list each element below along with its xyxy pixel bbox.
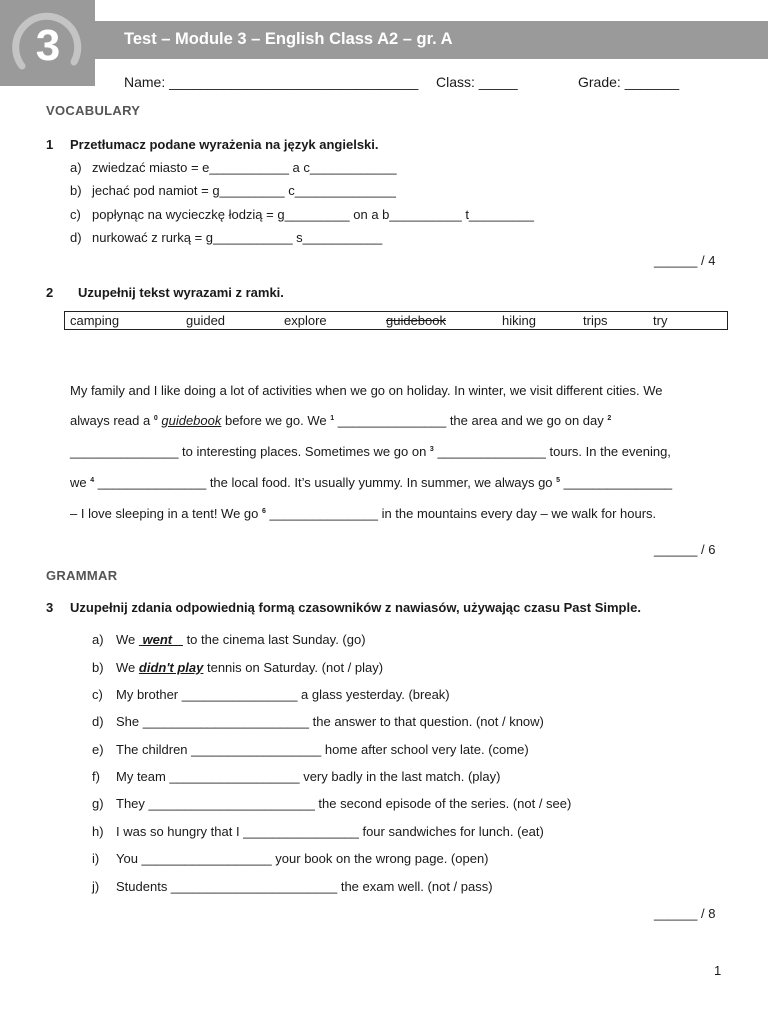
q1-item-a[interactable]: zwiedzać miasto = e___________ a c____________ — [92, 160, 397, 175]
grade-field[interactable]: Grade: _______ — [578, 74, 680, 90]
q3-label-a: a) — [92, 632, 104, 647]
q3-item-a[interactable]: We went to the cinema last Sunday. (go) — [116, 632, 366, 647]
q2-number: 2 — [46, 285, 54, 300]
q3-label-g: g) — [92, 796, 104, 811]
q3-label-f: f) — [92, 769, 100, 784]
q1-label-a: a) — [70, 160, 82, 175]
q2-text-line-1: My family and I like doing a lot of activities when we go on holiday. In winter, we visit different cities. We — [70, 383, 663, 398]
q3-instruction: Uzupełnij zdania odpowiednią formą czasowników z nawiasów, używając czasu Past Simple. — [70, 600, 641, 615]
q3-score: ______ / 8 — [654, 906, 716, 921]
word-guidebook: guidebook — [386, 313, 446, 328]
q3-label-j: j) — [92, 879, 100, 894]
module-logo — [0, 0, 95, 86]
page-number: 1 — [714, 963, 722, 978]
module-circle-icon — [0, 0, 95, 86]
q1-item-c[interactable]: popłynąc na wycieczkę łodzią = g_________ on a b__________ t_________ — [92, 207, 534, 222]
q1-label-c: c) — [70, 207, 81, 222]
section-vocabulary: VOCABULARY — [46, 103, 141, 118]
q1-label-d: d) — [70, 230, 82, 245]
q1-score: ______ / 4 — [654, 253, 716, 268]
word-explore: explore — [284, 313, 327, 328]
word-hiking: hiking — [502, 313, 536, 328]
q3-item-c[interactable]: My brother ________________ a glass yesterday. (break) — [116, 687, 450, 702]
word-box — [64, 311, 728, 330]
page-title: Test – Module 3 – English Class A2 – gr. A — [124, 30, 453, 48]
q2-text-line-4[interactable]: we $^4$ _______________ the local food. It’s usually yummy. In summer, we always go $^5$ _______________ — [70, 475, 673, 490]
q1-instruction: Przetłumacz podane wyrażenia na język angielski. — [70, 137, 379, 152]
q3-item-d[interactable]: She _______________________ the answer to that question. (not / know) — [116, 714, 544, 729]
word-camping: camping — [70, 313, 120, 328]
q3-answer-b: didn't play — [138, 660, 204, 675]
module-number: 3 — [35, 21, 61, 70]
name-field[interactable]: Name: ________________________________ — [124, 74, 419, 90]
word-trips: trips — [583, 313, 608, 328]
q2-text-line-5[interactable]: – I love sleeping in a tent! We go $^6$ _______________ in the mountains every day – we walk for hours. — [70, 506, 657, 521]
q1-number: 1 — [46, 137, 54, 152]
q3-label-e: e) — [92, 742, 104, 757]
class-field[interactable]: Class: _____ — [436, 74, 518, 90]
q3-label-b: b) — [92, 660, 104, 675]
q3-label-c: c) — [92, 687, 103, 702]
q2-text-line-2[interactable]: always read a $^0$ guidebook before we go. We $^1$ _______________ the area and we go on day $^2$ — [70, 413, 612, 428]
q2-text-line-3[interactable]: _______________ to interesting places. Sometimes we go on $^3$ _______________ tours. In the evening, — [70, 444, 671, 459]
q2-instruction: Uzupełnij tekst wyrazami z ramki. — [78, 285, 284, 300]
q3-item-e[interactable]: The children __________________ home after school very late. (come) — [116, 742, 529, 757]
q2-score: ______ / 6 — [654, 542, 716, 557]
q3-item-b[interactable]: We didn't play tennis on Saturday. (not / play) — [116, 660, 384, 675]
q3-item-i[interactable]: You __________________ your book on the wrong page. (open) — [116, 851, 489, 866]
word-try: try — [653, 313, 668, 328]
q3-item-j[interactable]: Students _______________________ the exam well. (not / pass) — [116, 879, 493, 894]
q1-item-d[interactable]: nurkować z rurką = g___________ s___________ — [92, 230, 383, 245]
q1-label-b: b) — [70, 183, 82, 198]
q3-item-g[interactable]: They _______________________ the second episode of the series. (not / see) — [116, 796, 572, 811]
q3-label-d: d) — [92, 714, 104, 729]
q3-item-f[interactable]: My team __________________ very badly in the last match. (play) — [116, 769, 501, 784]
q3-label-i: i) — [92, 851, 100, 866]
q3-answer-a: went — [138, 632, 183, 647]
word-guided: guided — [186, 313, 226, 328]
q3-label-h: h) — [92, 824, 104, 839]
header-bar — [95, 21, 768, 59]
q3-item-h[interactable]: I was so hungry that I ________________ four sandwiches for lunch. (eat) — [116, 824, 544, 839]
section-grammar: GRAMMAR — [46, 568, 118, 583]
q2-example-answer: guidebook — [161, 413, 222, 428]
q3-number: 3 — [46, 600, 54, 615]
q1-item-b[interactable]: jechać pod namiot = g_________ c______________ — [92, 183, 396, 198]
